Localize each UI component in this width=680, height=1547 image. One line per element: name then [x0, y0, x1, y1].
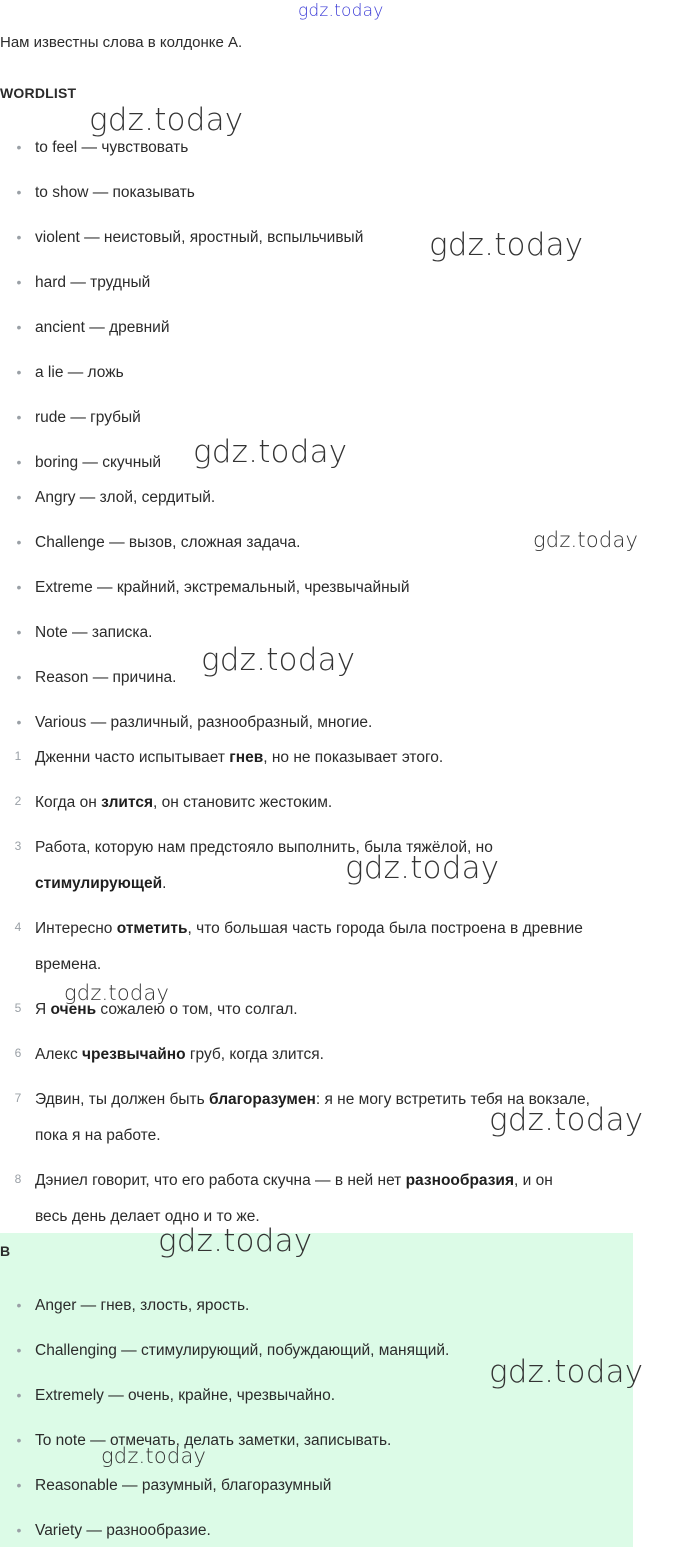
sentence-number: 1 [14, 749, 22, 763]
watermark: gdz.today [64, 981, 170, 1005]
intro-text: Нам известны слова в колдонке А. [0, 34, 243, 51]
answer-word: стимулирующей [35, 875, 163, 892]
sentence-continuation: пока я на работе. [35, 1127, 161, 1144]
bullet-icon: • [16, 229, 22, 245]
bullet-icon: • [16, 409, 22, 425]
watermark: gdz.today [429, 227, 584, 263]
sentence-continuation: весь день делает одно и то же. [35, 1208, 260, 1225]
sentence-number: 7 [14, 1091, 22, 1105]
answer-word: злится [101, 794, 154, 811]
bullet-icon: • [16, 1477, 22, 1493]
wordlist-heading: WORDLIST [0, 85, 77, 101]
watermark: gdz.today [489, 1354, 644, 1390]
sentence-number: 6 [14, 1046, 22, 1060]
bullet-icon: • [16, 184, 22, 200]
watermark: gdz.today [345, 850, 500, 886]
bullet-icon: • [16, 454, 22, 470]
section-b-heading: B [0, 1243, 11, 1259]
answer-word: разнообразия [405, 1172, 515, 1189]
bullet-icon: • [16, 1297, 22, 1313]
sentence-number: 8 [14, 1172, 22, 1186]
watermark: gdz.today [533, 528, 639, 552]
sentence-number: 3 [14, 839, 22, 853]
answer-word: чрезвычайно [82, 1046, 186, 1063]
watermark: gdz.today [298, 1, 384, 21]
watermark: gdz.today [158, 1223, 313, 1259]
bullet-icon: • [16, 669, 22, 685]
bullet-icon: • [16, 364, 22, 380]
bullet-icon: • [16, 1342, 22, 1358]
sentence-number: 5 [14, 1001, 22, 1015]
answer-word: благоразумен [209, 1091, 316, 1108]
bullet-icon: • [16, 714, 22, 730]
answer-word: очень [50, 1001, 97, 1018]
sentence-continuation: времена. [35, 956, 102, 973]
answer-word: отметить [116, 920, 188, 937]
sentence-number: 2 [14, 794, 22, 808]
answer-word: гнев [229, 749, 264, 766]
bullet-icon: • [16, 1432, 22, 1448]
bullet-icon: • [16, 489, 22, 505]
bullet-icon: • [16, 624, 22, 640]
watermark: gdz.today [489, 1102, 644, 1138]
sentence-continuation: стимулирующей. [35, 875, 167, 892]
bullet-icon: • [16, 1522, 22, 1538]
bullet-icon: • [16, 319, 22, 335]
watermark: gdz.today [89, 102, 244, 138]
sentence-number: 4 [14, 920, 22, 934]
bullet-icon: • [16, 534, 22, 550]
watermark: gdz.today [193, 434, 348, 470]
watermark: gdz.today [101, 1444, 207, 1468]
watermark: gdz.today [201, 642, 356, 678]
bullet-icon: • [16, 1387, 22, 1403]
bullet-icon: • [16, 139, 22, 155]
bullet-icon: • [16, 579, 22, 595]
bullet-icon: • [16, 274, 22, 290]
